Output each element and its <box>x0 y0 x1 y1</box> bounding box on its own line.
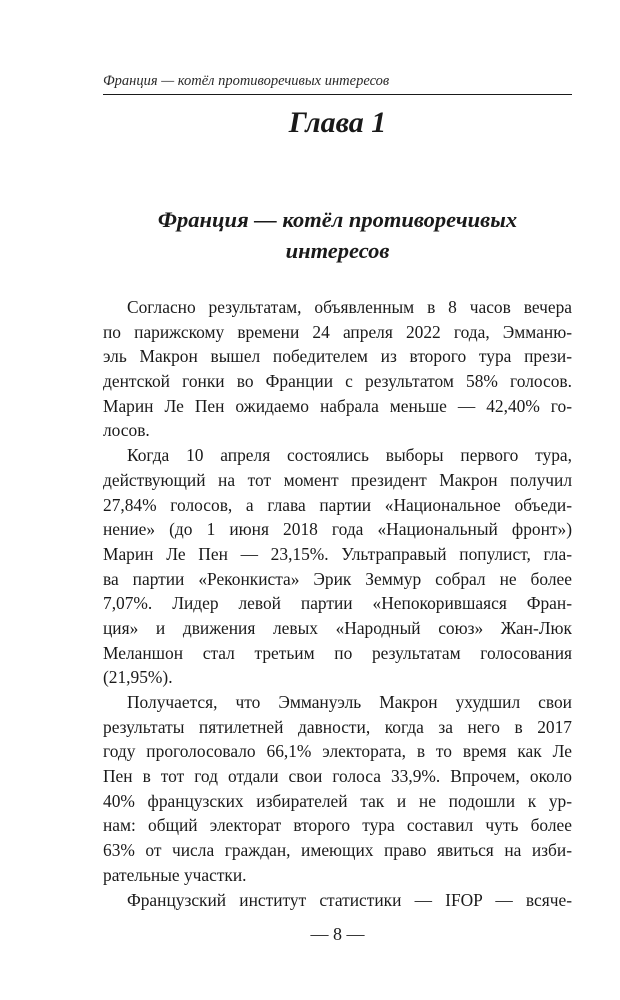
text-line: действующий на тот момент президент Макрон получил <box>103 469 572 490</box>
text-line: Марин Ле Пен ожидаемо набрала меньше — 42,40% го- <box>103 395 572 416</box>
text-line: Марин Ле Пен — 23,15%. Ультраправый популист, гла- <box>103 543 572 564</box>
text-line: 40% французских избирателей так и не подошли к ур- <box>103 790 572 811</box>
text-line: Меланшон стал третьим по результатам голосования <box>103 642 572 663</box>
text-line: Пен в тот год отдали свои голоса 33,9%. Впрочем, около <box>103 766 572 787</box>
text-line: результаты пятилетней давности, когда за него в 2017 <box>103 716 572 737</box>
page-number: — 8 — <box>310 924 365 944</box>
text-line: (21,95%). <box>103 667 173 688</box>
text-line: лосов. <box>103 420 150 441</box>
header-rule <box>103 94 572 95</box>
text-line: 27,84% голосов, а глава партии «Национальное объеди- <box>103 494 572 515</box>
text-line: ция» и движения левых «Народный союз» Жан-Люк <box>103 617 572 638</box>
text-line: Согласно результатам, объявленным в 8 часов вечера <box>127 297 572 317</box>
text-line: Французский институт статистики — IFOP — всяче- <box>127 889 572 910</box>
text-line: ва партии «Реконкиста» Эрик Земмур собрал не более <box>103 568 572 589</box>
text-line: Когда 10 апреля состоялись выборы первого тура, <box>127 445 572 466</box>
text-line: нам: общий электорат второго тура составил чуть более <box>103 815 572 836</box>
body-text <box>103 295 572 912</box>
running-head: Франция — котёл противоречивых интересов <box>103 73 390 89</box>
text-line: по парижскому времени 24 апреля 2022 года, Эмманю- <box>103 321 572 342</box>
text-line: рательные участки. <box>103 864 247 885</box>
text-line: эль Макрон вышел победителем из второго тура прези- <box>103 346 572 367</box>
section-title-line-1: Франция — котёл противоречивых <box>157 207 518 232</box>
section-title-line-2: интересов <box>285 238 390 263</box>
section-title <box>103 204 572 266</box>
chapter-title: Глава 1 <box>288 106 387 139</box>
text-line: 7,07%. Лидер левой партии «Непокорившаяся Фран- <box>103 593 572 614</box>
text-line: 63% от числа граждан, имеющих право явиться на изби- <box>103 840 572 861</box>
text-line: Получается, что Эммануэль Макрон ухудшил свои <box>127 692 572 712</box>
text-line: нение» (до 1 июня 2018 года «Национальный фронт») <box>103 519 572 540</box>
text-line: году проголосовало 66,1% электората, в то время как Ле <box>103 741 572 762</box>
text-line: дентской гонки во Франции с результатом 58% голосов. <box>103 371 572 392</box>
